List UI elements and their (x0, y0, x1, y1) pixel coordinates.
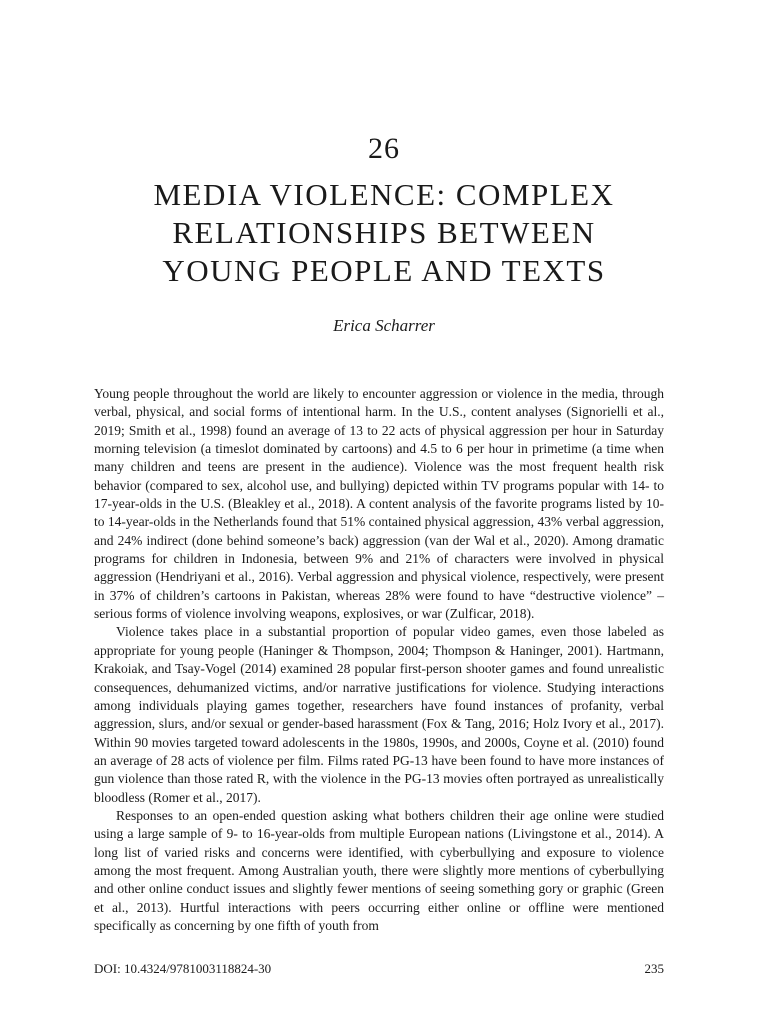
doi-text: DOI: 10.4324/9781003118824-30 (94, 961, 272, 976)
paragraph: Violence takes place in a substantial proportion of popular video games, even those labeled as appropriate for young people (Haninger & Thompson, 2004; Thompson & Haninger, 2001). Hartmann, Krakoiak, and Tsay-Vogel (2014) examined 28 popular first-person shooter games and found unrealistic consequences, dehumanized victims, and/or narrative justifications for violence. Studying interactions among individuals playing games together, researchers have found instances of profanity, verbal aggression, slurs, and/or sexual or gender-based harassment (Fox & Tang, 2016; Holz Ivory et al., 2017). Within 90 movies targeted toward adolescents in the 1980s, 1990s, and 2000s, Coyne et al. (2010) found an average of 28 acts of violence per film. Films rated PG-13 have been found to have more instances of gun violence than those rated R, with the violence in the PG-13 movies often portrayed as unrealistically bloodless (Romer et al., 2017). (94, 624, 664, 805)
author-name: Erica Scharrer (333, 316, 435, 335)
paragraph: Responses to an open-ended question asking what bothers children their age online were studied using a large sample of 9- to 16-year-olds from multiple European nations (Livingstone et al., 2014). A long list of varied risks and concerns were identified, with cyberbullying and exposure to violence among the most frequent. Among Australian youth, there were slightly more mentions of cyberbullying and other online conduct issues and slightly fewer mentions of seeing something gory or graphic (Green et al., 2013). Hurtful interactions with peers occurring either online or offline were mentioned specifically as concerning by one fifth of youth from (94, 807, 664, 933)
chapter-title-line: MEDIA VIOLENCE: COMPLEX (153, 177, 615, 212)
body-text (94, 385, 664, 935)
page-number: 235 (644, 961, 664, 976)
chapter-title-line: RELATIONSHIPS BETWEEN (172, 215, 596, 250)
chapter-number: 26 (368, 132, 400, 165)
chapter-title-line: YOUNG PEOPLE AND TEXTS (162, 253, 606, 288)
paragraph: Young people throughout the world are likely to encounter aggression or violence in the media, through verbal, physical, and social forms of intentional harm. In the U.S., content analyses (Signorielli et al., 2019; Smith et al., 1998) found an average of 13 to 22 acts of physical aggression per hour in Saturday morning television (a timeslot dominated by cartoons) and 4.5 to 6 per hour in primetime (a time when many children and teens are present in the audience). Violence was the most frequent health risk behavior (compared to sex, alcohol use, and bullying) depicted within TV programs popular with 14- to 17-year-olds in the U.S. (Bleakley et al., 2018). A content analysis of the favorite programs listed by 10- to 14-year-olds in the Netherlands found that 51% contained physical aggression, 43% verbal aggression, and 24% indirect (done behind someone’s back) aggression (van der Wal et al., 2020). Among dramatic programs for children in Indonesia, between 9% and 21% of characters were involved in physical aggression (Hendriyani et al., 2016). Verbal aggression and physical violence, respectively, were present in 37% of children’s cartoons in Pakistan, whereas 28% were found to have “destructive violence” – serious forms of violence involving weapons, explosives, or war (Zulficar, 2018). (94, 386, 664, 622)
page-footer (94, 961, 664, 977)
chapter-title (80, 176, 688, 290)
